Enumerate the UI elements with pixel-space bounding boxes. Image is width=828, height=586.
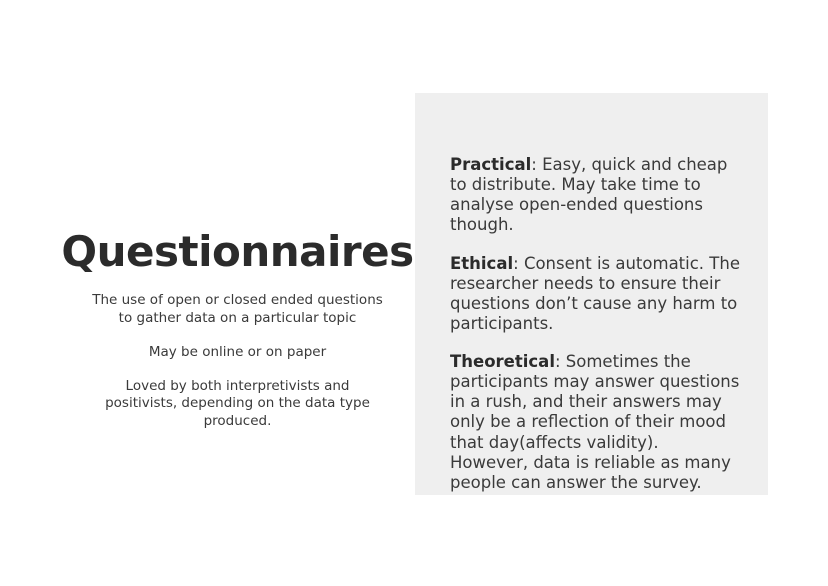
point-ethical bbox=[450, 254, 740, 335]
point-practical bbox=[450, 155, 740, 236]
point-theoretical-label: Theoretical bbox=[450, 352, 555, 371]
perspective-text: Loved by both interpretivists and positivists, depending on the data type produced. bbox=[105, 377, 370, 430]
point-theoretical-body: : Sometimes the participants may answer questions in a rush, and their answers may only be a reflection of their mood that day(affects validity). However, data is reliable as many people can answer the survey. bbox=[450, 352, 740, 492]
page-title: Questionnaires bbox=[61, 227, 414, 276]
format-text: May be online or on paper bbox=[148, 343, 327, 360]
point-theoretical bbox=[450, 352, 740, 493]
point-ethical-label: Ethical bbox=[450, 253, 514, 273]
point-practical-label: Practical bbox=[450, 155, 532, 174]
left-column bbox=[60, 227, 415, 431]
definition-text: The use of open or closed ended questions to gather data on a particular topic bbox=[92, 292, 383, 326]
point-ethical-body: : Consent is automatic. The researcher needs to ensure their questions don’t cause any harm to participants. bbox=[450, 253, 740, 333]
evaluation-points-list bbox=[450, 155, 740, 493]
evaluation-panel bbox=[415, 93, 768, 495]
point-practical-body: : Easy, quick and cheap to distribute. May take time to analyse open-ended questions though. bbox=[450, 155, 728, 235]
